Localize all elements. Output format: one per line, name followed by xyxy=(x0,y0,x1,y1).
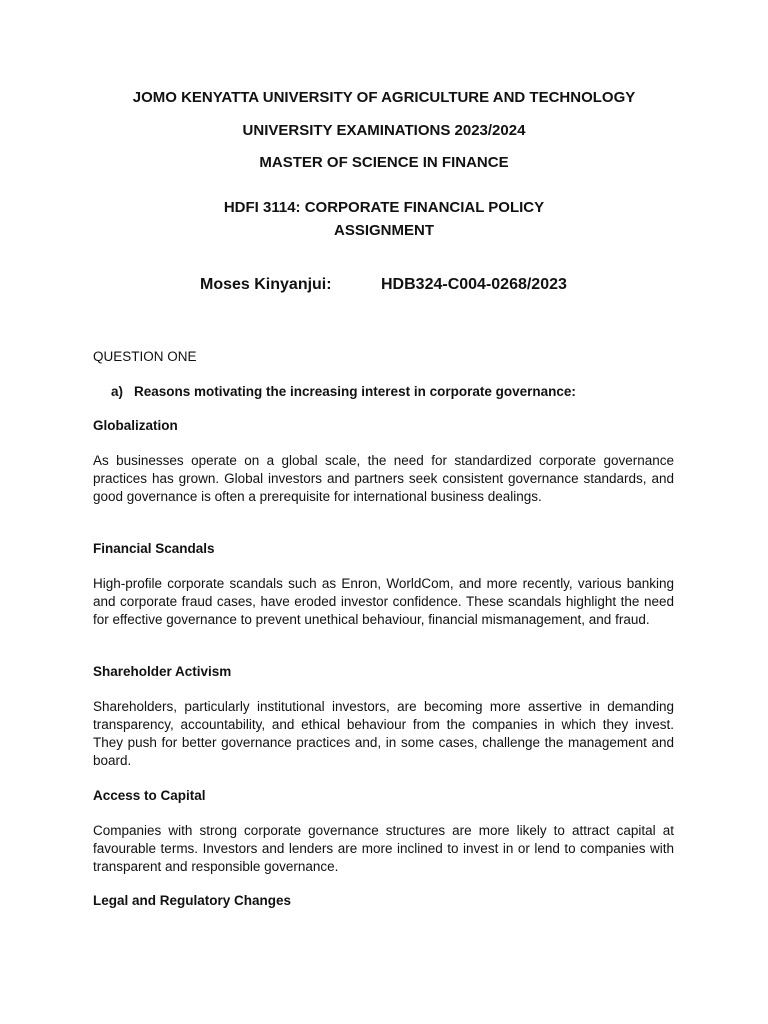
part-marker: a) xyxy=(111,384,124,399)
part-text: Reasons motivating the increasing interest in corporate governance: xyxy=(134,384,576,399)
section-body: As businesses operate on a global scale, the need for standardized corporate governance practices has grown. Global investors and partners seek consistent governance standards, and good governance is often a prerequisite for international business dealings. xyxy=(93,453,674,504)
section-heading: Shareholder Activism xyxy=(93,664,232,679)
section-heading: Access to Capital xyxy=(93,788,206,803)
section-body: Shareholders, particularly institutional investors, are becoming more assertive in demanding transparency, accountability, and ethical behaviour from the companies in which they invest. They push for better governance practices and, in some cases, challenge the management and board. xyxy=(93,699,674,768)
question-title: QUESTION ONE xyxy=(93,349,197,364)
program-title: MASTER OF SCIENCE IN FINANCE xyxy=(259,154,509,171)
author-name: Moses Kinyanjui: xyxy=(200,276,332,293)
section-heading: Financial Scandals xyxy=(93,541,215,556)
section-body: Companies with strong corporate governance structures are more likely to attract capital at favourable terms. Investors and lenders are more inclined to invest in or lend to companies with transparent and responsible governance. xyxy=(93,823,674,874)
section-heading: Globalization xyxy=(93,418,178,433)
registration-number: HDB324-C004-0268/2023 xyxy=(381,276,567,293)
university-title: JOMO KENYATTA UNIVERSITY OF AGRICULTURE AND TECHNOLOGY xyxy=(132,89,636,106)
assignment-title: ASSIGNMENT xyxy=(333,222,434,239)
section-body: High-profile corporate scandals such as Enron, WorldCom, and more recently, various banking and corporate fraud cases, have eroded investor confidence. These scandals highlight the need for effective governance to prevent unethical behaviour, financial mismanagement, and fraud. xyxy=(93,576,674,627)
section-heading: Legal and Regulatory Changes xyxy=(93,893,292,908)
exams-title: UNIVERSITY EXAMINATIONS 2023/2024 xyxy=(242,122,526,139)
course-title: HDFI 3114: CORPORATE FINANCIAL POLICY xyxy=(223,199,545,216)
question-part-a xyxy=(111,383,576,401)
